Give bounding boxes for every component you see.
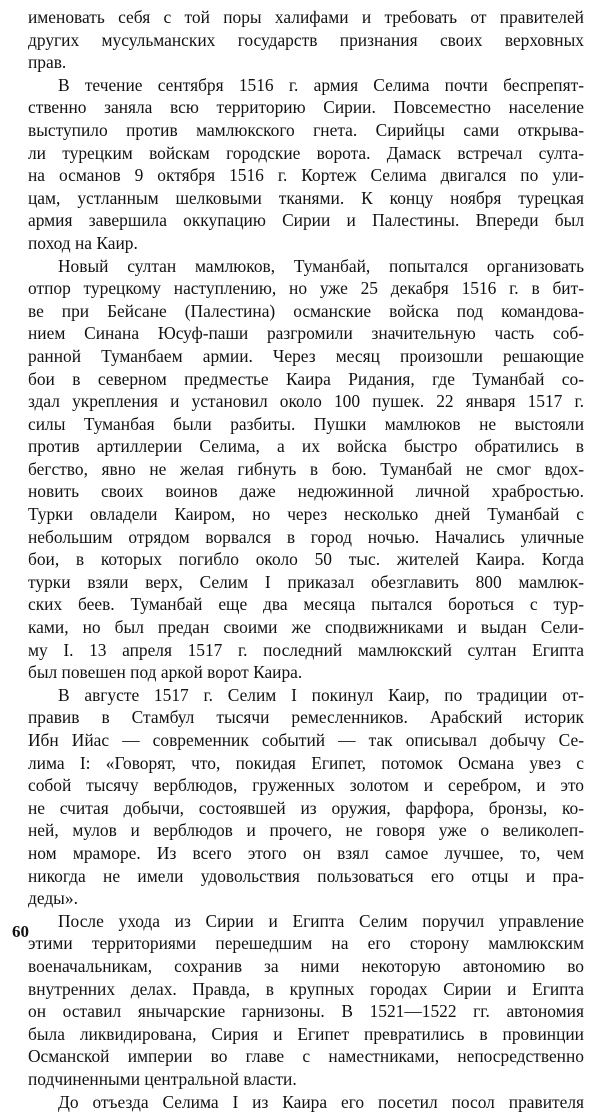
text-line: этими территориями перешедшим на его сторону мамлюкским: [28, 932, 584, 955]
text-line: подчиненными центральной власти.: [28, 1068, 584, 1091]
text-line: ней, мулов и верблюдов и прочего, не говоря уже о великолеп-: [28, 819, 584, 842]
text-line: здал укрепления и установил около 100 пушек. 22 января 1517 г.: [28, 390, 584, 413]
text-line: ками, но был предан своими же сподвижниками и выдан Сели-: [28, 616, 584, 639]
book-page: [28, 6, 584, 1113]
text-line: именовать себя с той поры халифами и требовать от правителей: [28, 6, 584, 29]
text-line: была ликвидирована, Сирия и Египет превратились в провинции: [28, 1023, 584, 1046]
paragraph-5: [28, 910, 584, 1091]
text-line: новить своих воинов даже недюжинной личной храбростью.: [28, 480, 584, 503]
text-line: бегство, явно не желая гибнуть в бою. Туманбай не смог вдох-: [28, 458, 584, 481]
text-line: прав.: [28, 51, 584, 74]
text-line: В течение сентября 1516 г. армия Селима почти беспрепят-: [28, 74, 584, 97]
paragraph-6: [28, 1091, 584, 1113]
page-number: 60: [12, 922, 29, 942]
paragraph-2: [28, 74, 584, 255]
text-line: ственно заняла всю территорию Сирии. Повсеместно население: [28, 96, 584, 119]
text-line: военачальникам, сохранив за ними некоторую автономию во: [28, 955, 584, 978]
text-line: внутренних делах. Правда, в крупных городах Сирии и Египта: [28, 978, 584, 1001]
text-line: правив в Стамбул тысячи ремесленников. Арабский историк: [28, 706, 584, 729]
text-line: бои в северном предместье Каира Ридания, где Туманбай со-: [28, 368, 584, 391]
text-line: Новый султан мамлюков, Туманбай, попытался организовать: [28, 255, 584, 278]
paragraph-1: [28, 6, 584, 74]
text-line: му I. 13 апреля 1517 г. последний мамлюкский султан Египта: [28, 639, 584, 662]
text-line: нием Синана Юсуф-паши разгромили значительную часть соб-: [28, 322, 584, 345]
text-line: Ибн Ийас — современник событий — так описывал добычу Се-: [28, 729, 584, 752]
text-line: армия завершила оккупацию Сирии и Палестины. Впереди был: [28, 209, 584, 232]
text-line: цам, устланным шелковыми тканями. К концу ноября турецкая: [28, 187, 584, 210]
text-line: турки взяли верх, Селим I приказал обезглавить 800 мамлюк-: [28, 571, 584, 594]
text-line: Османской империи во главе с наместниками, непосредственно: [28, 1045, 584, 1068]
text-line: отпор турецкому наступлению, но уже 25 декабря 1516 г. в бит-: [28, 277, 584, 300]
paragraph-3: [28, 255, 584, 684]
text-line: силы Туманбая были разбиты. Пушки мамлюков не выстояли: [28, 413, 584, 436]
text-line: поход на Каир.: [28, 232, 584, 255]
text-line: выступило против мамлюкского гнета. Сирийцы сами открыва-: [28, 119, 584, 142]
text-line: других мусульманских государств признания своих верховных: [28, 29, 584, 52]
text-line: небольшим отрядом ворвался в город ночью. Начались уличные: [28, 526, 584, 549]
text-line: деды».: [28, 887, 584, 910]
text-line: В августе 1517 г. Селим I покинул Каир, по традиции от-: [28, 684, 584, 707]
text-line: был повешен под аркой ворот Каира.: [28, 661, 584, 684]
text-line: он оставил янычарские гарнизоны. В 1521—1522 гг. автономия: [28, 1000, 584, 1023]
paragraph-4: [28, 684, 584, 910]
text-line: ном мраморе. Из всего этого он взял самое лучшее, то, чем: [28, 842, 584, 865]
text-line: на османов 9 октября 1516 г. Кортеж Селима двигался по ули-: [28, 164, 584, 187]
text-line: До отъезда Селима I из Каира его посетил посол правителя: [28, 1091, 584, 1113]
text-line: ских беев. Туманбай еще два месяца пытался бороться с тур-: [28, 593, 584, 616]
text-line: никогда не имели удовольствия пользоваться его отцы и пра-: [28, 865, 584, 888]
text-line: ве при Бейсане (Палестина) османские войска под командова-: [28, 300, 584, 323]
text-line: против артиллерии Селима, а их войска быстро обратились в: [28, 435, 584, 458]
text-line: После ухода из Сирии и Египта Селим поручил управление: [28, 910, 584, 933]
text-line: ли турецким войскам городские ворота. Дамаск встречал султа-: [28, 142, 584, 165]
text-line: не считая добычи, состоявшей из оружия, фарфора, бронзы, ко-: [28, 797, 584, 820]
text-line: лима I: «Говорят, что, покидая Египет, потомок Османа увез с: [28, 752, 584, 775]
text-line: собой тысячу верблюдов, груженных золотом и серебром, и это: [28, 774, 584, 797]
text-line: ранной Туманбаем армии. Через месяц произошли решающие: [28, 345, 584, 368]
text-line: Турки овладели Каиром, но через несколько дней Туманбай с: [28, 503, 584, 526]
text-line: бои, в которых погибло около 50 тыс. жителей Каира. Когда: [28, 548, 584, 571]
